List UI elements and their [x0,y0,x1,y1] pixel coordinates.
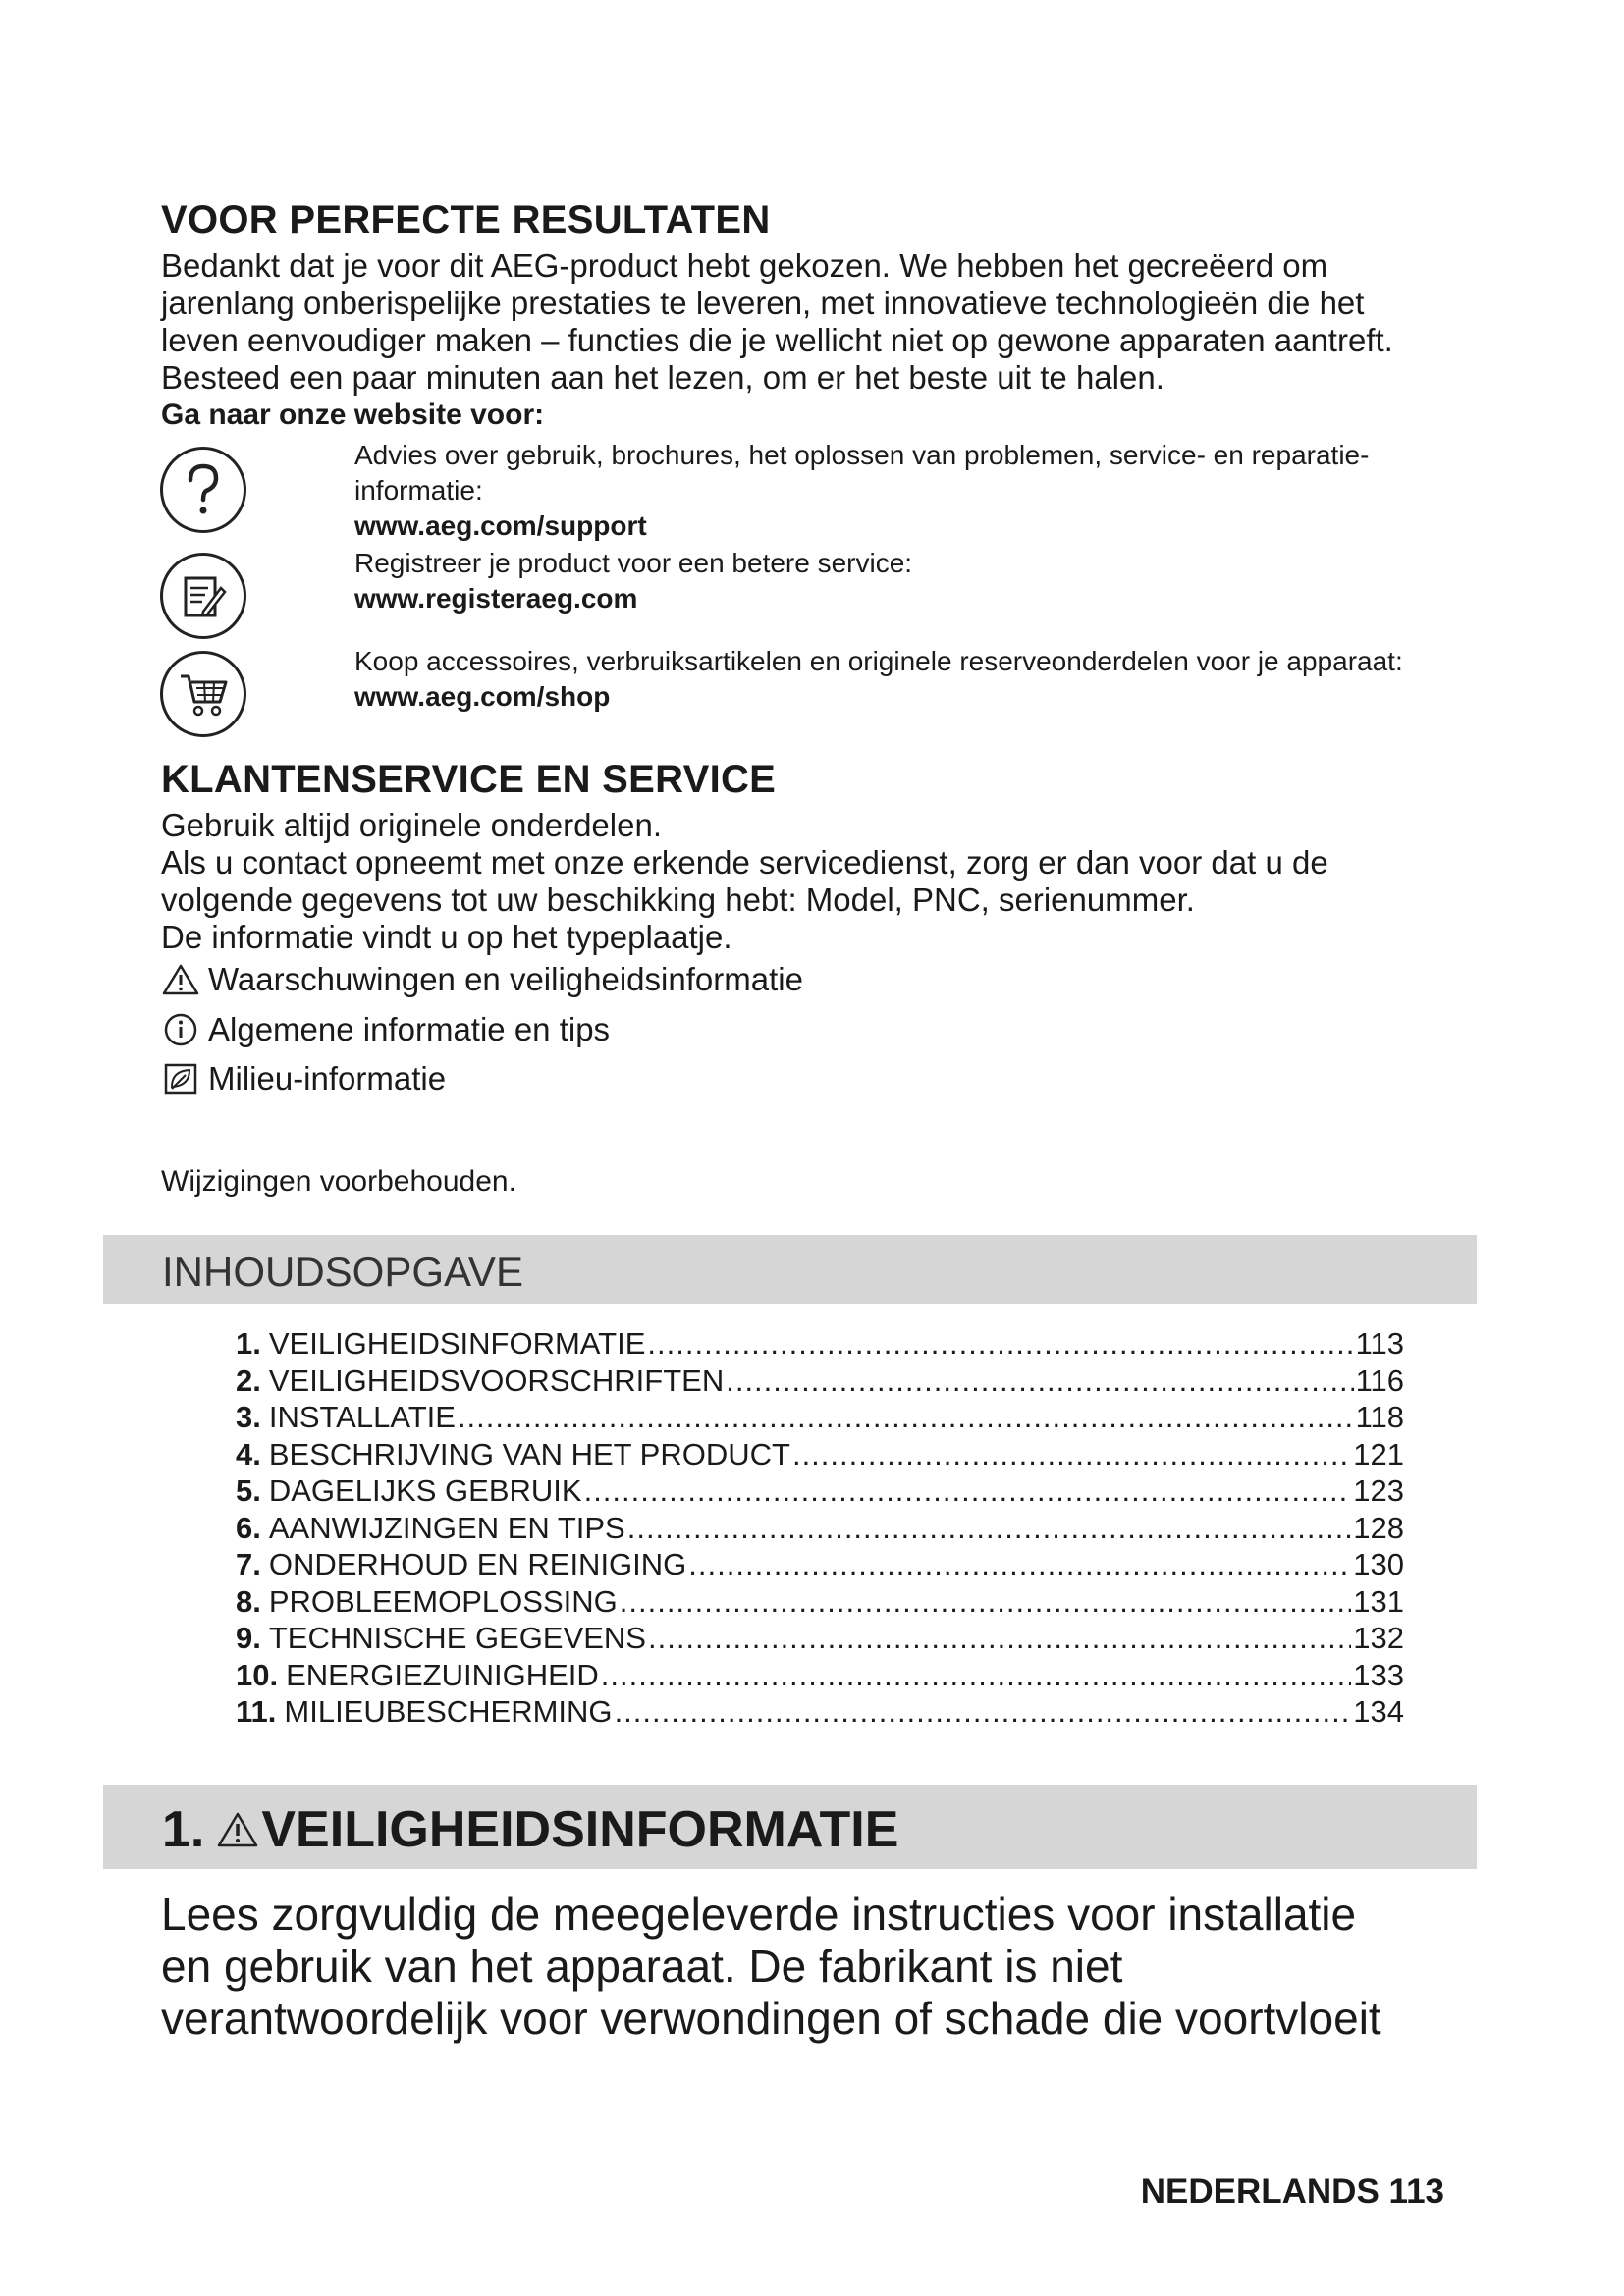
toc-item-label: TECHNISCHE GEGEVENS [268,1621,646,1655]
toc-item[interactable] [236,1436,1404,1473]
service-line: volgende gegevens tot uw beschikking hebt: Model, PNC, serienummer. [161,881,1195,918]
question-icon [160,447,246,533]
legend-warning [161,960,803,999]
toc-item-number: 2. [236,1362,261,1398]
toc-item-page: 123 [1353,1473,1404,1508]
toc-item-label: MILIEUBESCHERMING [284,1694,613,1729]
toc-leader [792,1436,1351,1473]
chapter-intro-line: en gebruik van het apparaat. De fabrikant is niet [161,1941,1123,1992]
toc-item[interactable] [236,1657,1404,1694]
toc-item-label: ONDERHOUD EN REINIGING [268,1547,687,1581]
toc-item[interactable] [236,1325,1404,1362]
legend-environment [161,1059,446,1098]
chapter-header-band [103,1785,1477,1869]
toc-leader [584,1472,1352,1510]
legend-text: Waarschuwingen en veiligheidsinformatie [208,961,803,997]
toc-item-label: PROBLEEMOPLOSSING [268,1583,618,1619]
toc-leader [627,1510,1352,1547]
toc-header-band [103,1235,1477,1304]
cart-icon [160,651,246,737]
leaf-icon [161,1059,200,1098]
shop-link[interactable]: www.aeg.com/shop [354,681,611,712]
service-line: Als u contact opneemt met onze erkende servicedienst, zorg er dan voor dat u de [161,844,1328,881]
chapter-number: 1. [162,1801,205,1858]
toc-item[interactable] [236,1693,1404,1731]
toc-item-page: 118 [1355,1400,1404,1434]
toc-leader [726,1362,1353,1400]
toc-item[interactable] [236,1399,1404,1436]
toc-item-number: 9. [236,1621,261,1655]
toc-item[interactable] [236,1510,1404,1547]
toc-item-number: 6. [236,1510,261,1545]
toc-item-number: 3. [236,1400,261,1434]
register-link[interactable]: www.registeraeg.com [354,583,638,614]
toc-item-number: 7. [236,1547,261,1581]
toc-leader [620,1583,1352,1621]
legend-info [161,1010,610,1049]
footer-page-number: 113 [1388,2172,1444,2211]
support-description-cont: informatie: [354,475,483,506]
section-title-customer-service: KLANTENSERVICE EN SERVICE [161,758,777,801]
toc-item[interactable] [236,1362,1404,1400]
register-info [354,546,912,616]
toc-item-page: 116 [1355,1362,1404,1398]
service-line: Gebruik altijd originele onderdelen. [161,807,662,843]
toc-item[interactable] [236,1583,1404,1621]
intro-line: Besteed een paar minuten aan het lezen, om er het beste uit te halen. [161,359,1164,396]
toc-item-number: 5. [236,1473,261,1508]
shop-description: Koop accessoires, verbruiksartikelen en originele reserveonderdelen voor je apparaat: [354,646,1403,676]
service-paragraph [161,807,1328,956]
toc-item-page: 130 [1353,1547,1404,1581]
toc-leader [647,1325,1353,1362]
support-description: Advies over gebruik, brochures, het oplossen van problemen, service- en reparatie- [354,440,1370,470]
toc-item[interactable] [236,1620,1404,1657]
toc-item-number: 4. [236,1436,261,1471]
toc-item-label: BESCHRIJVING VAN HET PRODUCT [268,1436,790,1471]
toc-item-label: VEILIGHEIDSINFORMATIE [268,1326,646,1361]
toc-leader [648,1620,1351,1657]
toc-item-label: INSTALLATIE [268,1400,456,1434]
shop-info [354,644,1403,715]
table-of-contents [236,1325,1404,1731]
chapter-title [162,1800,898,1859]
toc-item-page: 133 [1353,1657,1404,1692]
register-icon [160,553,246,639]
chapter-intro-line: Lees zorgvuldig de meegeleverde instructies voor installatie [161,1889,1357,1940]
toc-item[interactable] [236,1546,1404,1583]
toc-item-label: AANWIJZINGEN EN TIPS [268,1510,625,1545]
toc-item-number: 8. [236,1583,261,1619]
register-description: Registreer je product voor een betere service: [354,548,913,578]
toc-item-number: 11. [236,1694,277,1729]
chapter-intro [161,1889,1477,2045]
chapter-intro-line: verantwoordelijk voor verwondingen of schade die voortvloeit [161,1993,1381,2044]
footer-language: NEDERLANDS [1140,2172,1380,2211]
toc-item-label: VEILIGHEIDSVOORSCHRIFTEN [268,1362,725,1398]
toc-item-label: ENERGIEZUINIGHEID [286,1657,599,1692]
chapter-title-text: VEILIGHEIDSINFORMATIE [261,1801,899,1858]
changes-note: Wijzigingen voorbehouden. [161,1165,516,1198]
intro-line: Bedankt dat je voor dit AEG-product hebt gekozen. We hebben het gecreëerd om [161,247,1328,284]
toc-item-page: 121 [1353,1436,1404,1471]
toc-item-page: 131 [1353,1583,1404,1619]
legend-text: Milieu-informatie [208,1060,447,1096]
toc-item[interactable] [236,1472,1404,1510]
toc-title: INHOUDSOPGAVE [162,1249,523,1295]
toc-item-label: DAGELIJKS GEBRUIK [268,1473,582,1508]
section-title-perfect-results: VOOR PERFECTE RESULTATEN [161,198,771,241]
warning-icon [161,960,200,999]
legend-text: Algemene informatie en tips [208,1011,611,1047]
intro-paragraph [161,247,1393,434]
toc-leader [615,1693,1352,1731]
warning-icon [216,1810,259,1849]
support-link[interactable]: www.aeg.com/support [354,510,647,541]
intro-line: leven eenvoudiger maken – functies die je wellicht niet op gewone apparaten aantreft. [161,322,1393,358]
toc-leader [688,1546,1351,1583]
toc-item-page: 134 [1353,1694,1404,1729]
toc-item-page: 128 [1353,1510,1404,1545]
info-icon [161,1010,200,1049]
service-line: De informatie vindt u op het typeplaatje. [161,919,732,955]
page-footer [1141,2172,1444,2212]
toc-item-page: 132 [1353,1621,1404,1655]
support-info [354,438,1369,544]
toc-leader [601,1657,1352,1694]
toc-item-number: 1. [236,1326,261,1361]
toc-item-number: 10. [236,1657,279,1692]
intro-line: jarenlang onberispelijke prestaties te leveren, met innovatieve technologieën die het [161,285,1365,321]
toc-item-page: 113 [1355,1326,1404,1361]
website-heading: Ga naar onze website voor: [161,399,545,431]
toc-leader [458,1399,1354,1436]
